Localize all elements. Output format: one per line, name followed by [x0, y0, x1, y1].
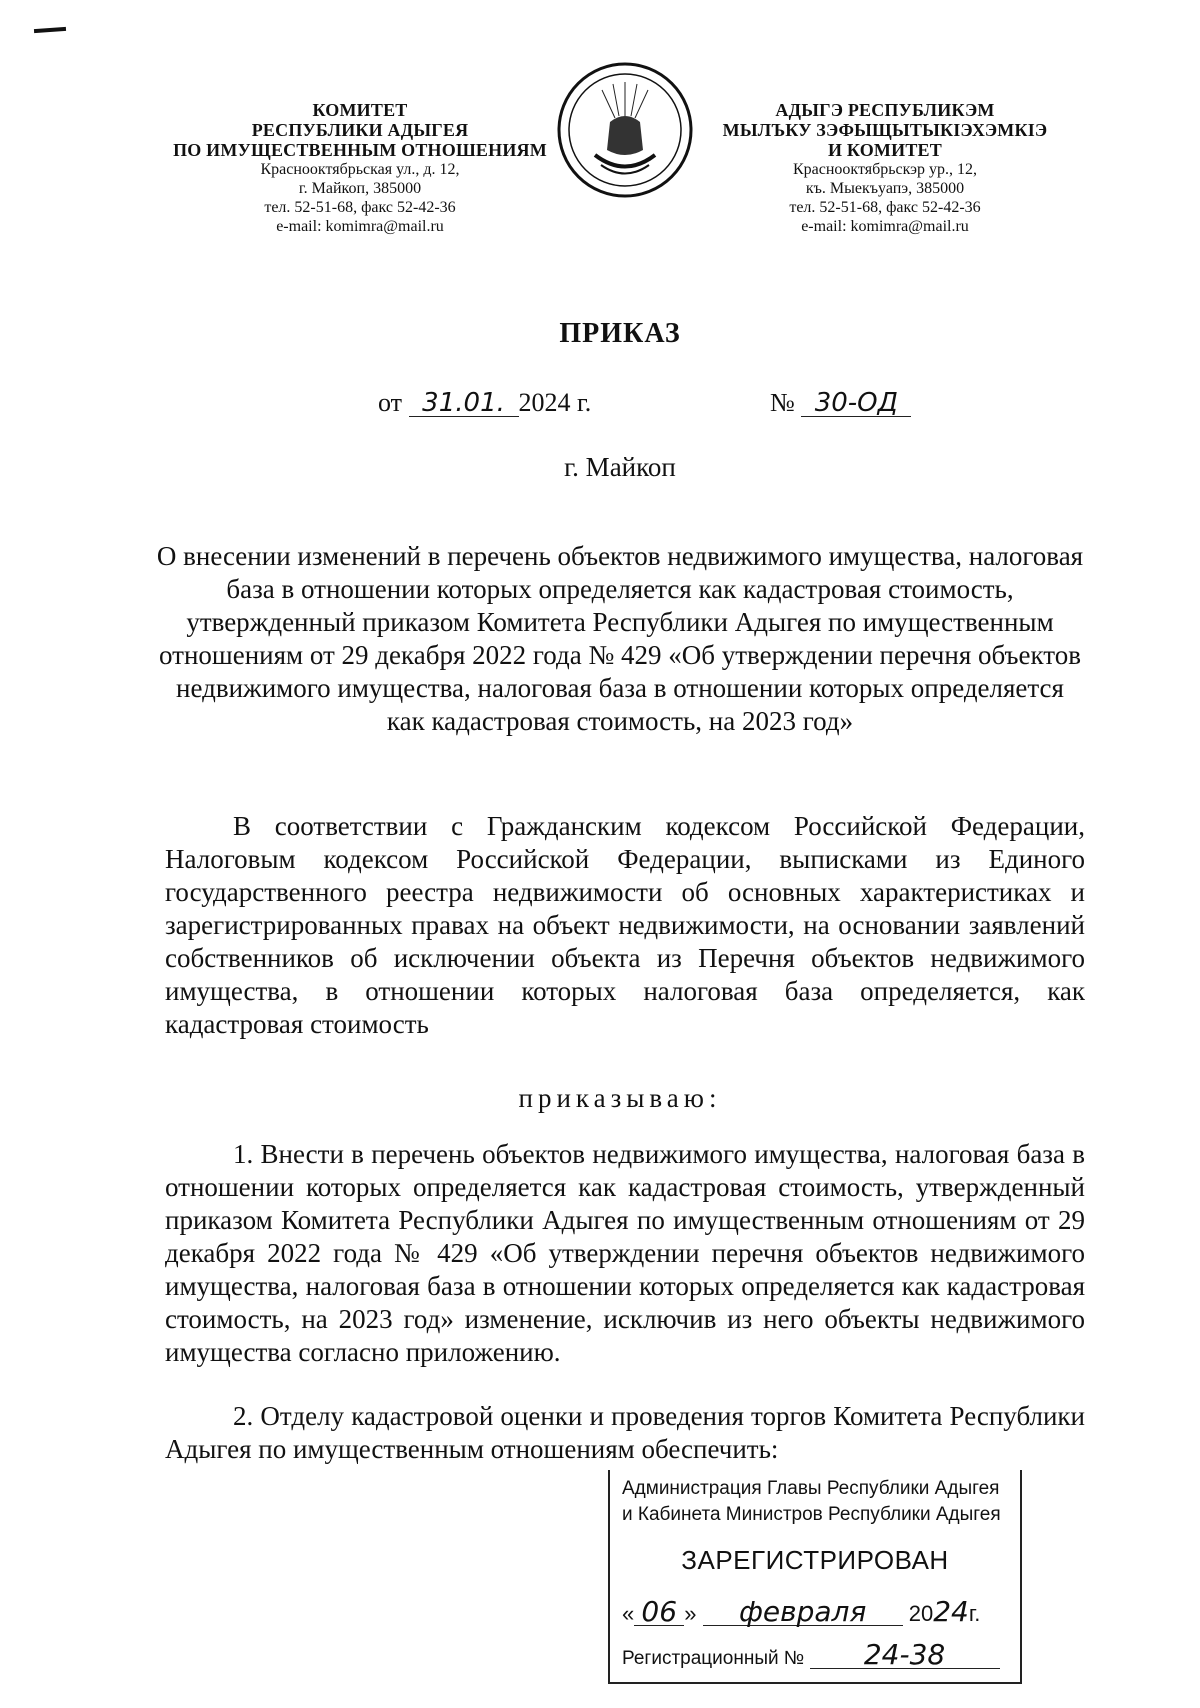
header-left-line3: ПО ИМУЩЕСТВЕННЫМ ОТНОШЕНИЯМ [173, 140, 547, 160]
date-suffix: 2024 г. [518, 388, 592, 417]
header-left-line1: КОМИТЕТ [312, 100, 408, 120]
stamp-year-prefix: 20 [908, 1601, 934, 1626]
stamp-reg-number [622, 1638, 1000, 1671]
header-left-phone: тел. 52-51-68, факс 52-42-36 [264, 199, 456, 216]
stamp-line1: Администрация Главы Республики Адыгея [622, 1478, 1000, 1499]
header-right-email: e-mail: komimra@mail.ru [801, 218, 969, 235]
date-handwritten: 31.01. [409, 390, 519, 417]
header-right [700, 100, 1070, 236]
preamble-paragraph: В соответствии с Гражданским кодексом Российской Федерации, Налоговым кодексом Российской Федерации, выписками из Единого государственного реестра недвижимости об основных характеристиках и зарегистрированных правах на объект недвижимости, на основании заявлений собственников об исключении объекта из Перечня объектов недвижимого имущества, в отношении которых налоговая база определяется, как кадастровая стоимость [165, 811, 1085, 1039]
stamp-reg-number-value: 24-38 [810, 1642, 1000, 1669]
stamp-line2: и Кабинета Министров Республики Адыгея [622, 1504, 1001, 1525]
corner-mark [34, 27, 66, 33]
stamp-close-quote: » [684, 1601, 697, 1626]
item-2-paragraph: 2. Отделу кадастровой оценки и проведения торгов Комитета Республики Адыгея по имущественным отношениям обеспечить: [165, 1401, 1085, 1464]
stamp-year-suffix: г. [968, 1601, 981, 1626]
header-left-address2: г. Майкоп, 385000 [298, 180, 422, 197]
header-right-line3: И КОМИТЕТ [828, 140, 942, 160]
header-right-line1: АДЫГЭ РЕСПУБЛИКЭМ [775, 100, 995, 120]
coat-of-arms-emblem-icon [555, 60, 695, 200]
order-number [770, 388, 911, 418]
header-right-line2: МЫЛЪКУ ЗЭФЫЩЫТЫКIЭХЭМКIЭ [722, 120, 1048, 140]
order-date [378, 388, 591, 418]
stamp-open-quote: « [622, 1601, 635, 1626]
city: г. Майкоп [564, 452, 676, 482]
header-right-phone: тел. 52-51-68, факс 52-42-36 [789, 199, 981, 216]
header-right-address2: къ. Мыекъуапэ, 385000 [805, 180, 965, 197]
header-left-email: e-mail: komimra@mail.ru [276, 218, 444, 235]
document-title: ПРИКАЗ [559, 318, 681, 349]
header-right-address1: Краснooктябрьскэр ур., 12, [792, 161, 978, 178]
number-prefix: № [770, 388, 795, 417]
stamp-reg-label: Регистрационный № [622, 1648, 805, 1669]
stamp-month: февраля [703, 1599, 903, 1626]
header-left [160, 100, 560, 236]
item-1-paragraph: 1. Внести в перечень объектов недвижимого имущества, налоговая база в отношении которых определяется как кадастровая стоимость, утвержденный приказом Комитета Республики Адыгея по имущественным отношениям от 29 декабря 2022 года № 429 «Об утверждении перечня объектов недвижимого имущества, налоговая база в отношении которых определяется как кадастровая стоимость, на 2023 год» изменение, исключив из него объекты недвижимого имущества согласно приложению. [165, 1139, 1085, 1367]
header-left-address1: Красноoктябрьская ул., д. 12, [260, 161, 460, 178]
number-handwritten: 30-ОД [801, 390, 911, 417]
stamp-day: 06 [634, 1599, 684, 1626]
date-prefix: от [378, 388, 403, 417]
registration-stamp [608, 1470, 1022, 1684]
stamp-year-hand: 24 [933, 1595, 969, 1628]
order-word: приказываю: [518, 1083, 722, 1113]
stamp-date [622, 1595, 1012, 1628]
order-subject: О внесении изменений в перечень объектов недвижимого имущества, налоговая база в отношении которых определяется как кадастровая стоимость, утвержденный приказом Комитета Республики Адыгея по имущественным отношениям от 29 декабря 2022 года № 429 «Об утверждении перечня объектов недвижимого имущества, налоговая база в отношении которых определяется как кадастровая стоимость, на 2023 год» [156, 541, 1084, 736]
stamp-registered: ЗАРЕГИСТРИРОВАН [681, 1545, 949, 1575]
header-left-line2: РЕСПУБЛИКИ АДЫГЕЯ [251, 120, 469, 140]
